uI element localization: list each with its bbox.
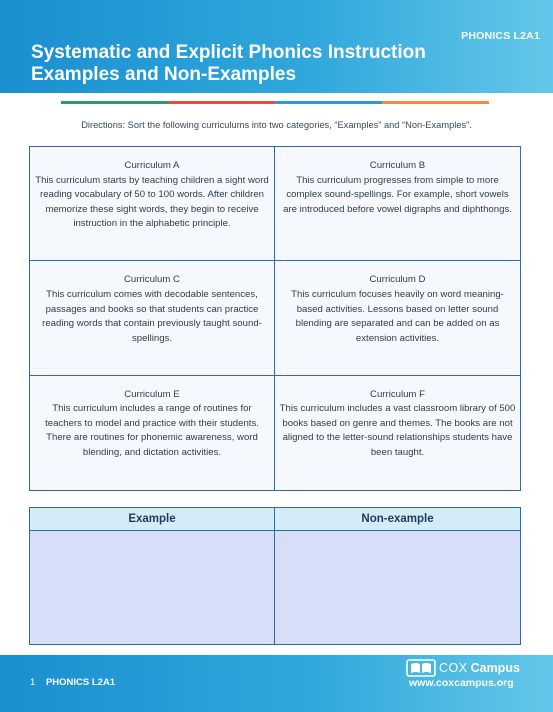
example-column-header: Example — [30, 508, 275, 531]
accent-bar-red — [168, 101, 275, 104]
logo-wordmark — [439, 661, 520, 675]
header-lesson-code: PHONICS L2A1 — [461, 30, 540, 42]
title-line-1: Systematic and Explicit Phonics Instruction — [31, 42, 426, 63]
page-number: 1 — [30, 677, 36, 688]
accent-bar-green — [61, 101, 168, 104]
curriculum-title: Curriculum B — [369, 160, 426, 171]
accent-bar-orange — [382, 101, 489, 104]
page-header — [0, 0, 553, 93]
curriculum-card-f — [275, 376, 520, 490]
example-answer-area[interactable] — [30, 531, 275, 644]
curriculum-title: Curriculum A — [124, 160, 180, 171]
logo-campus: Campus — [470, 661, 520, 675]
curriculum-description: This curriculum includes a vast classroom library of 500 books based on genre and themes. The books are not aligned to the letter-sound relationships students have been taught. — [279, 403, 516, 459]
curriculum-title: Curriculum F — [370, 388, 425, 400]
curriculum-title: Curriculum E — [124, 388, 180, 400]
footer-lesson-code: PHONICS L2A1 — [45, 677, 116, 688]
curriculum-description: This curriculum includes a range of routines for teachers to model and practice with their students. There are routines for phonemic awareness, word blending, and dictation activities. — [45, 403, 259, 459]
page-title — [31, 42, 426, 86]
page-footer — [0, 655, 553, 712]
curriculum-description: This curriculum starts by teaching children a sight word reading vocabulary of 50 to 100 words. After children memorize these sight words, they begin to receive instruction in the alphabetic principle. — [35, 174, 269, 230]
curriculum-description: This curriculum focuses heavily on word meaning-based activities. Lessons based on letter sound blending are separated and can be added on as extension activities. — [291, 288, 504, 344]
footer-url[interactable]: www.coxcampus.org — [409, 677, 514, 689]
curriculum-card-c — [30, 261, 275, 375]
directions-text: Directions: Sort the following curriculums into two categories, “Examples” and “Non-Examples”. — [81, 120, 472, 130]
title-line-2: Examples and Non-Examples — [31, 64, 297, 85]
curriculum-description: This curriculum progresses from simple to more complex sound-spellings. For example, short vowels are introduced before vowel digraphs and diphthongs. — [283, 174, 512, 215]
accent-bar-blue — [275, 101, 382, 104]
curriculum-title: Curriculum C — [124, 274, 180, 286]
curriculum-card-a — [30, 147, 275, 261]
open-book-icon — [406, 658, 436, 678]
curriculum-card-b — [275, 147, 520, 261]
curriculum-grid — [29, 146, 521, 491]
logo-cox: COX — [439, 661, 468, 675]
curriculum-card-e — [30, 376, 275, 490]
sort-table — [29, 507, 521, 645]
footer-page-info — [30, 677, 115, 688]
curriculum-card-d — [275, 261, 520, 375]
cox-campus-logo — [406, 658, 520, 678]
curriculum-title: Curriculum D — [369, 274, 426, 286]
non-example-column-header: Non-example — [275, 508, 520, 531]
non-example-answer-area[interactable] — [275, 531, 520, 644]
curriculum-description: This curriculum comes with decodable sentences, passages and books so that students can practice reading words that contain previously taught sound-spellings. — [42, 288, 262, 344]
